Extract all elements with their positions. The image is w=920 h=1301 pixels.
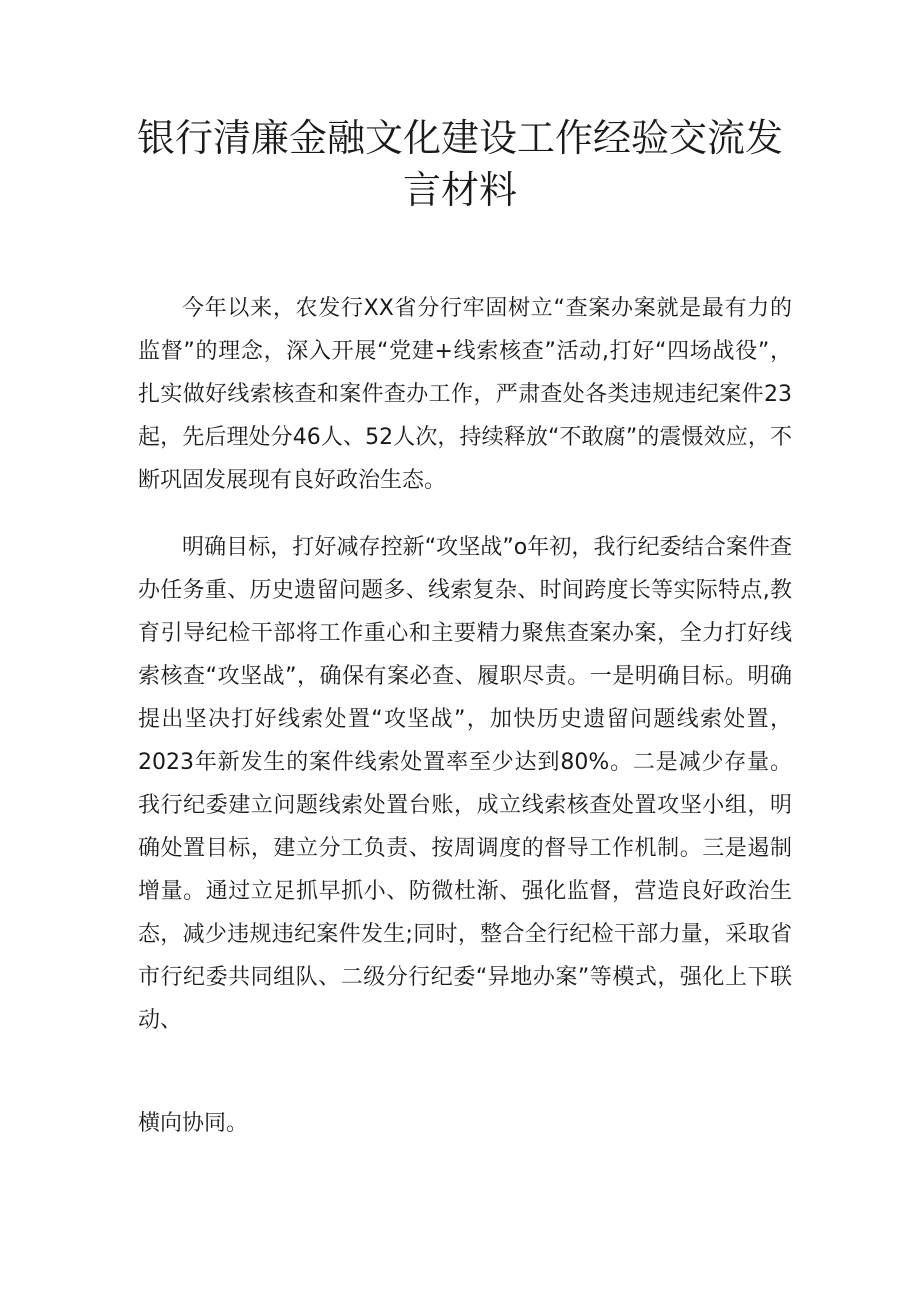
document-title: 银行清廉金融文化建设工作经验交流发言材料 <box>136 116 783 212</box>
paragraph-intro: 今年以来，农发行XX省分行牢固树立“查案办案就是最有力的监督”的理念，深入开展“党建+线索核查”活动,打好“四场战役”，扎实做好线索核查和案件查办工作，严肃查处各类违规违纪案件23起，先后理处分46人、52人次，持续释放“不敢腐”的震慑效应，不断巩固发展现有良好政治生态。 <box>138 296 792 493</box>
document-body <box>138 287 792 1169</box>
paragraph-continuation: 横向协同。 <box>138 1111 249 1136</box>
paragraph-goals: 明确目标，打好减存控新“攻坚战”o年初，我行纪委结合案件查办任务重、历史遗留问题多、线索复杂、时间跨度长等实际特点,教育引导纪检干部将工作重心和主要精力聚焦查案办案，全力打好线索核查“攻坚战”，确保有案必查、履职尽责。一是明确目标。明确提出坚决打好线索处置“攻坚战”，加快历史遗留问题线索处置，2023年新发生的案件线索处置率至少达到80%。二是减少存量。我行纪委建立问题线索处置台账，成立线索核查处置攻坚小组，明确处置目标，建立分工负责、按周调度的督导工作机制。三是遏制增量。通过立足抓早抓小、防微杜渐、强化监督，营造良好政治生态，减少违规违纪案件发生;同时，整合全行纪检干部力量，采取省市行纪委共同组队、二级分行纪委“异地办案”等模式，强化上下联动、 <box>138 535 792 1033</box>
